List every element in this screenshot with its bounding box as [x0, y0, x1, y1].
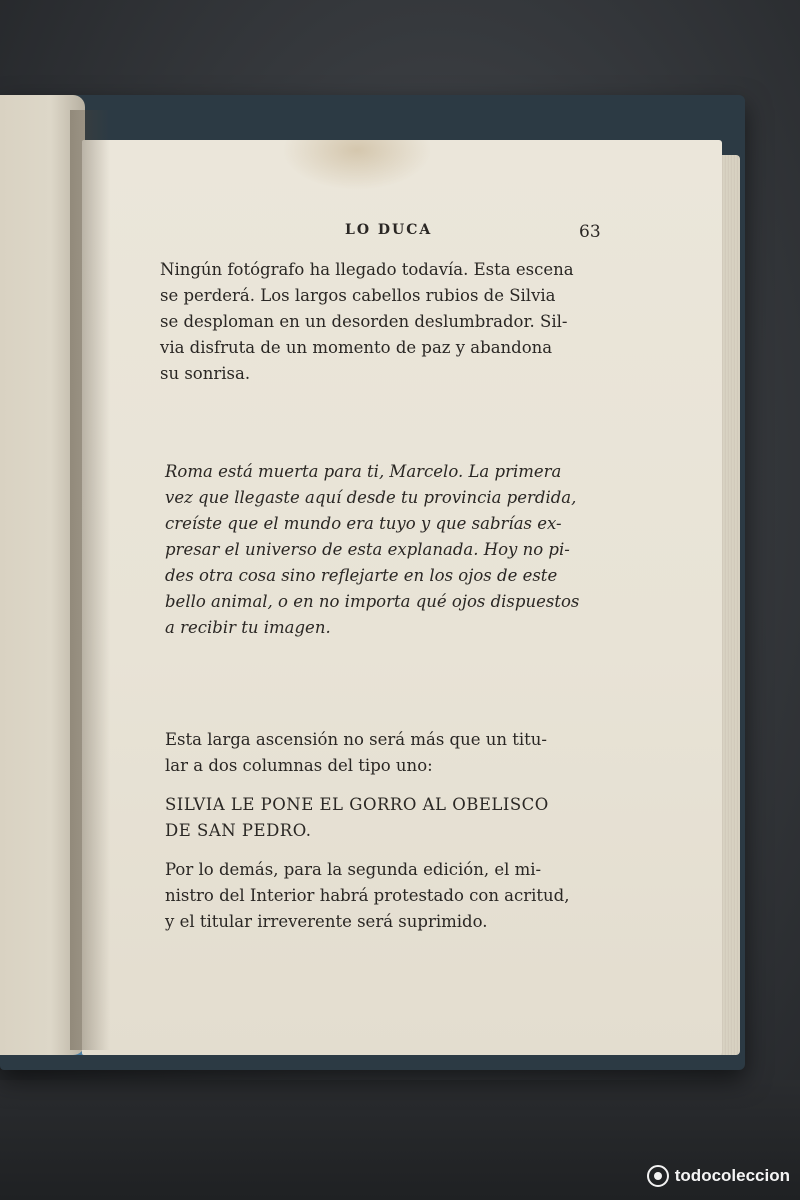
watermark [647, 1165, 790, 1187]
gutter-shadow [70, 110, 110, 1050]
page-number: 63 [579, 222, 601, 242]
paragraph-3: Esta larga ascensión no será más que un titu- lar a dos columnas del tipo uno: [165, 730, 547, 775]
paragraph-2-italic: Roma está muerta para ti, Marcelo. La primera vez que llegaste aquí desde tu provincia perdida, creíste que el mundo era tuyo y que sabrías ex- presar el universo de esta explanada. Hoy no pi- des otra cosa sino reflejarte en los ojos de este bello animal, o en no importa qué ojos dispuestos a recibir tu imagen. [165, 462, 580, 637]
paragraph-4: Por lo demás, para la segunda edición, el mi- nistro del Interior habrá protestado con acritud, y el titular irreverente será suprimido. [165, 860, 570, 931]
page-stain [282, 140, 432, 190]
paragraph-1: Ningún fotógrafo ha llegado todavía. Esta escena se perderá. Los largos cabellos rubios de Silvia se desploman en un desorden deslumbrador. Sil- via disfruta de un momento de paz y abandona su sonrisa. [160, 260, 574, 383]
headline-text: SILVIA LE PONE EL GORRO AL OBELISCO DE SAN PEDRO. [165, 795, 549, 840]
running-head: LO DUCA [345, 222, 433, 238]
watermark-text: todocoleccion [674, 1166, 790, 1185]
watermark-logo-icon [647, 1165, 669, 1187]
